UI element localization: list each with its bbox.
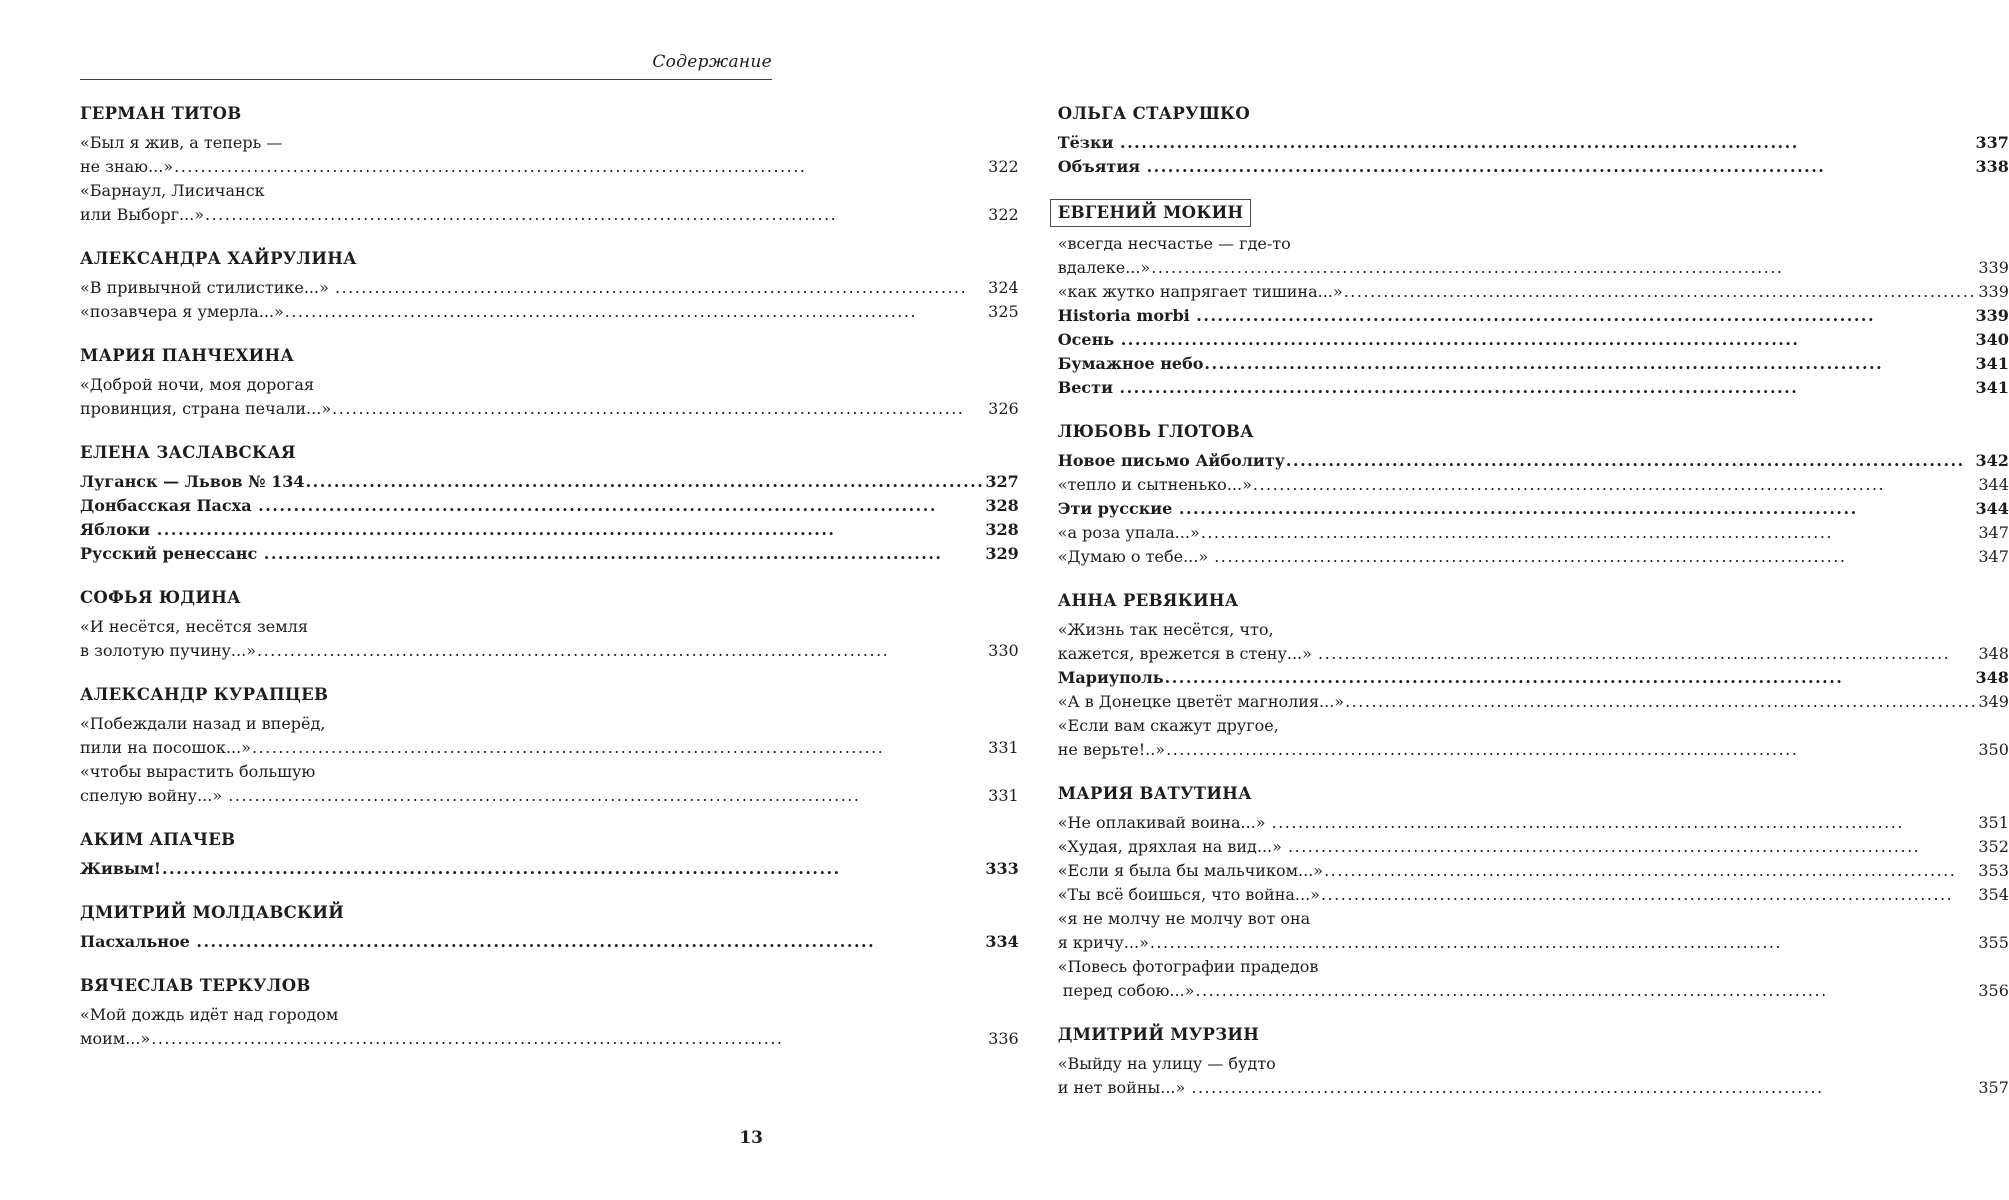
entry-page-number: 353 bbox=[1978, 861, 2009, 880]
toc-entry bbox=[1058, 497, 2009, 521]
entry-title-text: «всегда несчастье — где-то bbox=[1057, 234, 1291, 253]
entry-title-text: «как жутко напрягает тишина...» bbox=[1057, 282, 1343, 301]
toc-column-2 bbox=[1058, 94, 2009, 1100]
page-number: 13 bbox=[739, 1128, 763, 1148]
leader-dots bbox=[162, 857, 984, 881]
leader-dots bbox=[205, 203, 987, 227]
entry-title-text: «тепло и сытненько...» bbox=[1057, 475, 1252, 494]
entry-page-number: 336 bbox=[988, 1029, 1019, 1048]
toc-section bbox=[80, 828, 1019, 881]
leader-dots bbox=[1253, 473, 1977, 497]
entry-title-text: «Если вам скажут другое, bbox=[1057, 716, 1279, 735]
entry-line bbox=[80, 760, 1019, 784]
entry-line bbox=[80, 470, 1019, 494]
entry-line bbox=[1058, 256, 2009, 280]
entry-page-number: 334 bbox=[985, 932, 1019, 951]
toc-entry bbox=[1058, 811, 2009, 835]
leader-dots bbox=[228, 784, 987, 808]
toc-entry bbox=[80, 518, 1019, 542]
leader-dots bbox=[1201, 521, 1978, 545]
entry-title-text: «позавчера я умерла...» bbox=[80, 302, 284, 321]
toc-entry bbox=[1058, 859, 2009, 883]
running-head-title: Содержание bbox=[652, 52, 772, 72]
entry-title-text: «Думаю о тебе...» bbox=[1057, 547, 1214, 566]
toc-entry bbox=[1058, 521, 2009, 545]
entry-line bbox=[1058, 955, 2009, 979]
entry-line bbox=[1058, 811, 2009, 835]
entry-page-number: 341 bbox=[1975, 354, 2009, 373]
leader-dots bbox=[1204, 352, 1974, 376]
toc-section bbox=[80, 441, 1019, 566]
entry-title-text: «чтобы вырастить большую bbox=[80, 762, 316, 781]
toc-section bbox=[80, 247, 1019, 324]
leader-dots bbox=[306, 470, 985, 494]
entry-page-number: 340 bbox=[1975, 330, 2009, 349]
entry-line bbox=[80, 276, 1019, 300]
leader-dots bbox=[1196, 304, 1974, 328]
leader-dots bbox=[1165, 666, 1975, 690]
entry-page-number: 350 bbox=[1978, 740, 2009, 759]
entry-line bbox=[80, 712, 1019, 736]
entry-line bbox=[1058, 618, 2009, 642]
entry-page-number: 348 bbox=[1978, 644, 2009, 663]
leader-dots bbox=[1120, 131, 1974, 155]
entry-line bbox=[80, 518, 1019, 542]
leader-dots bbox=[1321, 883, 1977, 907]
entry-page-number: 347 bbox=[1978, 523, 2009, 542]
entry-title-text: Мариуполь bbox=[1057, 668, 1164, 687]
toc-entry bbox=[80, 276, 1019, 300]
entry-page-number: 339 bbox=[1978, 258, 2009, 277]
author-heading-boxed: ЕВГЕНИЙ МОКИН bbox=[1050, 199, 1252, 227]
entry-page-number: 355 bbox=[1978, 933, 2009, 952]
toc-section bbox=[1058, 589, 2009, 762]
entry-line bbox=[1058, 642, 2009, 666]
leader-dots bbox=[1191, 1076, 1977, 1100]
entry-line bbox=[1058, 473, 2009, 497]
entry-title-text: «Повесь фотографии прадедов bbox=[1057, 957, 1319, 976]
toc-entry bbox=[1058, 545, 2009, 569]
toc-section bbox=[1058, 1023, 2009, 1100]
toc-entry bbox=[1058, 883, 2009, 907]
leader-dots bbox=[1120, 376, 1975, 400]
toc-entry bbox=[1058, 1052, 2009, 1100]
toc-column-1 bbox=[80, 94, 1019, 1100]
entry-page-number: 338 bbox=[1975, 157, 2009, 176]
toc-entry bbox=[80, 712, 1019, 760]
toc-entry bbox=[80, 494, 1019, 518]
entry-title-text: Луганск — Львов № 134 bbox=[80, 472, 305, 491]
author-heading: ЕЛЕНА ЗАСЛАВСКАЯ bbox=[80, 443, 296, 462]
entry-line bbox=[1058, 738, 2009, 762]
entry-line bbox=[1058, 232, 2009, 256]
entry-line bbox=[80, 179, 1019, 203]
leader-dots bbox=[1147, 155, 1975, 179]
toc-entry bbox=[1058, 232, 2009, 280]
author-heading: СОФЬЯ ЮДИНА bbox=[80, 588, 241, 607]
entry-page-number: 337 bbox=[1975, 133, 2009, 152]
entry-line bbox=[1058, 859, 2009, 883]
leader-dots bbox=[1166, 738, 1977, 762]
toc-section bbox=[80, 901, 1019, 954]
entry-title-text: или Выборг...» bbox=[80, 205, 205, 224]
entry-page-number: 331 bbox=[988, 786, 1019, 805]
toc-entry bbox=[1058, 473, 2009, 497]
entry-title-text: «Побеждали назад и вперёд, bbox=[80, 714, 326, 733]
entry-title-text: «Ты всё боишься, что война...» bbox=[1057, 885, 1320, 904]
entry-page-number: 341 bbox=[1975, 378, 2009, 397]
leader-dots bbox=[252, 736, 987, 760]
toc-section bbox=[80, 683, 1019, 808]
entry-title-text: Яблоки bbox=[80, 520, 156, 539]
entry-page-number: 344 bbox=[1978, 475, 2009, 494]
entry-line bbox=[1058, 690, 2009, 714]
leader-dots bbox=[332, 397, 987, 421]
entry-title-text: пили на посошок...» bbox=[80, 738, 251, 757]
toc-entry bbox=[80, 857, 1019, 881]
leader-dots bbox=[264, 542, 985, 566]
entry-title-text: не знаю...» bbox=[80, 157, 174, 176]
entry-line bbox=[1058, 714, 2009, 738]
entry-page-number: 342 bbox=[1975, 451, 2009, 470]
entry-title-text: «Барнаул, Лисичанск bbox=[80, 181, 265, 200]
leader-dots bbox=[1286, 449, 1975, 473]
author-heading: ДМИТРИЙ МУРЗИН bbox=[1057, 1025, 1260, 1044]
entry-title-text: Живым! bbox=[80, 859, 161, 878]
toc-entry bbox=[1058, 618, 2009, 666]
entry-title-text: Пасхальное bbox=[80, 932, 196, 951]
entry-line bbox=[1058, 835, 2009, 859]
toc-section bbox=[1058, 420, 2009, 569]
leader-dots bbox=[151, 1027, 987, 1051]
entry-title-text: «Был я жив, а теперь — bbox=[80, 133, 283, 152]
toc-section bbox=[80, 974, 1019, 1051]
author-heading: ОЛЬГА СТАРУШКО bbox=[1057, 104, 1251, 123]
entry-line bbox=[1058, 352, 2009, 376]
leader-dots bbox=[1344, 280, 1978, 304]
toc-entry bbox=[1058, 835, 2009, 859]
entry-title-text: «Выйду на улицу — будто bbox=[1057, 1054, 1276, 1073]
entry-page-number: 327 bbox=[985, 472, 1019, 491]
entry-line bbox=[80, 155, 1019, 179]
leader-dots bbox=[258, 494, 984, 518]
author-heading: ГЕРМАН ТИТОВ bbox=[80, 104, 242, 123]
toc-columns bbox=[80, 94, 2009, 1100]
leader-dots bbox=[1272, 811, 1978, 835]
toc-entry bbox=[80, 615, 1019, 663]
entry-line bbox=[1058, 521, 2009, 545]
toc-entry bbox=[1058, 376, 2009, 400]
entry-line bbox=[1058, 1052, 2009, 1076]
entry-title-text: я кричу...» bbox=[1057, 933, 1149, 952]
leader-dots bbox=[1195, 979, 1977, 1003]
entry-line bbox=[1058, 376, 2009, 400]
author-heading: ДМИТРИЙ МОЛДАВСКИЙ bbox=[80, 903, 345, 922]
entry-title-text: вдалеке...» bbox=[1057, 258, 1151, 277]
entry-title-text: Объятия bbox=[1057, 157, 1146, 176]
entry-line bbox=[80, 373, 1019, 397]
leader-dots bbox=[196, 930, 984, 954]
toc-entry bbox=[1058, 907, 2009, 955]
entry-line bbox=[80, 639, 1019, 663]
entry-title-text: Тёзки bbox=[1057, 133, 1120, 152]
entry-page-number: 333 bbox=[985, 859, 1019, 878]
entry-title-text: и нет войны...» bbox=[1057, 1078, 1191, 1097]
author-heading: ЛЮБОВЬ ГЛОТОВА bbox=[1057, 422, 1254, 441]
entry-page-number: 351 bbox=[1978, 813, 2009, 832]
toc-section bbox=[80, 586, 1019, 663]
toc-entry bbox=[80, 542, 1019, 566]
leader-dots bbox=[1318, 642, 1977, 666]
leader-dots bbox=[335, 276, 987, 300]
author-heading: МАРИЯ ВАТУТИНА bbox=[1057, 784, 1252, 803]
toc-entry bbox=[1058, 304, 2009, 328]
entry-line bbox=[1058, 1076, 2009, 1100]
entry-line bbox=[80, 300, 1019, 324]
toc-entry bbox=[1058, 352, 2009, 376]
entry-title-text: «А в Донецке цветёт магнолия...» bbox=[1057, 692, 1345, 711]
entry-title-text: Русский ренессанс bbox=[80, 544, 263, 563]
entry-page-number: 322 bbox=[988, 205, 1019, 224]
toc-entry bbox=[80, 470, 1019, 494]
leader-dots bbox=[257, 639, 987, 663]
author-heading: АЛЕКСАНДР КУРАПЦЕВ bbox=[80, 685, 329, 704]
entry-line bbox=[80, 615, 1019, 639]
toc-entry bbox=[1058, 690, 2009, 714]
leader-dots bbox=[1150, 931, 1977, 955]
entry-line bbox=[80, 397, 1019, 421]
toc-entry bbox=[1058, 155, 2009, 179]
entry-line bbox=[1058, 304, 2009, 328]
author-heading: АКИМ АПАЧЕВ bbox=[80, 830, 236, 849]
entry-page-number: 324 bbox=[988, 278, 1019, 297]
leader-dots bbox=[1345, 690, 1977, 714]
toc-entry bbox=[1058, 666, 2009, 690]
entry-page-number: 331 bbox=[988, 738, 1019, 757]
toc-entry bbox=[80, 179, 1019, 227]
entry-line bbox=[80, 930, 1019, 954]
entry-page-number: 354 bbox=[1978, 885, 2009, 904]
running-head bbox=[80, 52, 772, 80]
toc-entry bbox=[80, 373, 1019, 421]
leader-dots bbox=[157, 518, 985, 542]
toc-entry bbox=[1058, 955, 2009, 1003]
toc-entry bbox=[1058, 131, 2009, 155]
entry-line bbox=[80, 736, 1019, 760]
entry-line bbox=[1058, 931, 2009, 955]
leader-dots bbox=[1151, 256, 1977, 280]
entry-page-number: 322 bbox=[988, 157, 1019, 176]
entry-title-text: спелую войну...» bbox=[80, 786, 228, 805]
entry-line bbox=[1058, 131, 2009, 155]
toc-section bbox=[80, 102, 1019, 227]
entry-line bbox=[1058, 666, 2009, 690]
entry-line bbox=[80, 784, 1019, 808]
entry-title-text: Новое письмо Айболиту bbox=[1057, 451, 1285, 470]
entry-page-number: 339 bbox=[1975, 306, 2009, 325]
toc-entry bbox=[80, 1003, 1019, 1051]
entry-page-number: 330 bbox=[988, 641, 1019, 660]
entry-line bbox=[80, 203, 1019, 227]
entry-line bbox=[1058, 155, 2009, 179]
leader-dots bbox=[1214, 545, 1977, 569]
toc-entry bbox=[80, 131, 1019, 179]
entry-line bbox=[1058, 979, 2009, 1003]
entry-title-text: провинция, страна печали...» bbox=[80, 399, 332, 418]
entry-title-text: «Не оплакивай воина...» bbox=[1057, 813, 1271, 832]
entry-title-text: «Если я была бы мальчиком...» bbox=[1057, 861, 1324, 880]
entry-title-text: кажется, врежется в стену...» bbox=[1057, 644, 1318, 663]
entry-title-text: перед собою...» bbox=[1057, 981, 1195, 1000]
entry-title-text: не верьте!..» bbox=[1057, 740, 1166, 759]
leader-dots bbox=[1121, 328, 1975, 352]
toc-section bbox=[1058, 199, 2009, 400]
entry-title-text: «Мой дождь идёт над городом bbox=[80, 1005, 339, 1024]
entry-line bbox=[80, 1003, 1019, 1027]
entry-page-number: 348 bbox=[1975, 668, 2009, 687]
entry-page-number: 339 bbox=[1978, 282, 2009, 301]
toc-section bbox=[1058, 782, 2009, 1003]
leader-dots bbox=[1324, 859, 1977, 883]
toc-entry bbox=[1058, 328, 2009, 352]
entry-line bbox=[80, 1027, 1019, 1051]
toc-entry bbox=[1058, 449, 2009, 473]
toc-entry bbox=[1058, 714, 2009, 762]
entry-line bbox=[80, 542, 1019, 566]
entry-line bbox=[1058, 328, 2009, 352]
entry-page-number: 347 bbox=[1978, 547, 2009, 566]
leader-dots bbox=[285, 300, 987, 324]
author-heading: ВЯЧЕСЛАВ ТЕРКУЛОВ bbox=[80, 976, 311, 995]
entry-title-text: «В привычной стилистике...» bbox=[80, 278, 334, 297]
leader-dots bbox=[1288, 835, 1977, 859]
toc-entry bbox=[80, 760, 1019, 808]
entry-title-text: «я не молчу не молчу вот она bbox=[1057, 909, 1311, 928]
toc-entry bbox=[80, 930, 1019, 954]
entry-title-text: Бумажное небо bbox=[1057, 354, 1204, 373]
entry-title-text: «а роза упала...» bbox=[1057, 523, 1200, 542]
entry-line bbox=[80, 494, 1019, 518]
entry-title-text: в золотую пучину...» bbox=[80, 641, 256, 660]
entry-title-text: Донбасская Пасха bbox=[80, 496, 258, 515]
entry-line bbox=[1058, 449, 2009, 473]
toc-entry bbox=[80, 300, 1019, 324]
entry-page-number: 357 bbox=[1978, 1078, 2009, 1097]
entry-title-text: моим...» bbox=[80, 1029, 151, 1048]
entry-page-number: 356 bbox=[1978, 981, 2009, 1000]
entry-line bbox=[1058, 907, 2009, 931]
entry-page-number: 328 bbox=[985, 496, 1019, 515]
entry-title-text: «Худая, дряхлая на вид...» bbox=[1057, 837, 1288, 856]
leader-dots bbox=[174, 155, 987, 179]
entry-title-text: Вести bbox=[1057, 378, 1119, 397]
page-footer bbox=[739, 1128, 763, 1148]
entry-title-text: «Жизнь так несётся, что, bbox=[1057, 620, 1274, 639]
entry-line bbox=[1058, 497, 2009, 521]
entry-title-text: «И несётся, несётся земля bbox=[80, 617, 308, 636]
entry-line bbox=[80, 131, 1019, 155]
entry-title-text: «Доброй ночи, моя дорогая bbox=[80, 375, 315, 394]
entry-title-text: Historia morbi bbox=[1057, 306, 1196, 325]
author-heading: МАРИЯ ПАНЧЕХИНА bbox=[80, 346, 295, 365]
entry-page-number: 349 bbox=[1978, 692, 2009, 711]
entry-line bbox=[80, 857, 1019, 881]
toc-section bbox=[1058, 102, 2009, 179]
leader-dots bbox=[1179, 497, 1975, 521]
entry-page-number: 344 bbox=[1975, 499, 2009, 518]
author-heading: АЛЕКСАНДРА ХАЙРУЛИНА bbox=[80, 249, 357, 268]
entry-title-text: Эти русские bbox=[1057, 499, 1178, 518]
entry-line bbox=[1058, 545, 2009, 569]
entry-page-number: 325 bbox=[988, 302, 1019, 321]
entry-page-number: 329 bbox=[985, 544, 1019, 563]
entry-page-number: 352 bbox=[1978, 837, 2009, 856]
entry-page-number: 328 bbox=[985, 520, 1019, 539]
entry-page-number: 326 bbox=[988, 399, 1019, 418]
entry-line bbox=[1058, 280, 2009, 304]
toc-entry bbox=[1058, 280, 2009, 304]
entry-title-text: Осень bbox=[1057, 330, 1120, 349]
entry-line bbox=[1058, 883, 2009, 907]
author-heading: АННА РЕВЯКИНА bbox=[1057, 591, 1239, 610]
toc-section bbox=[80, 344, 1019, 421]
